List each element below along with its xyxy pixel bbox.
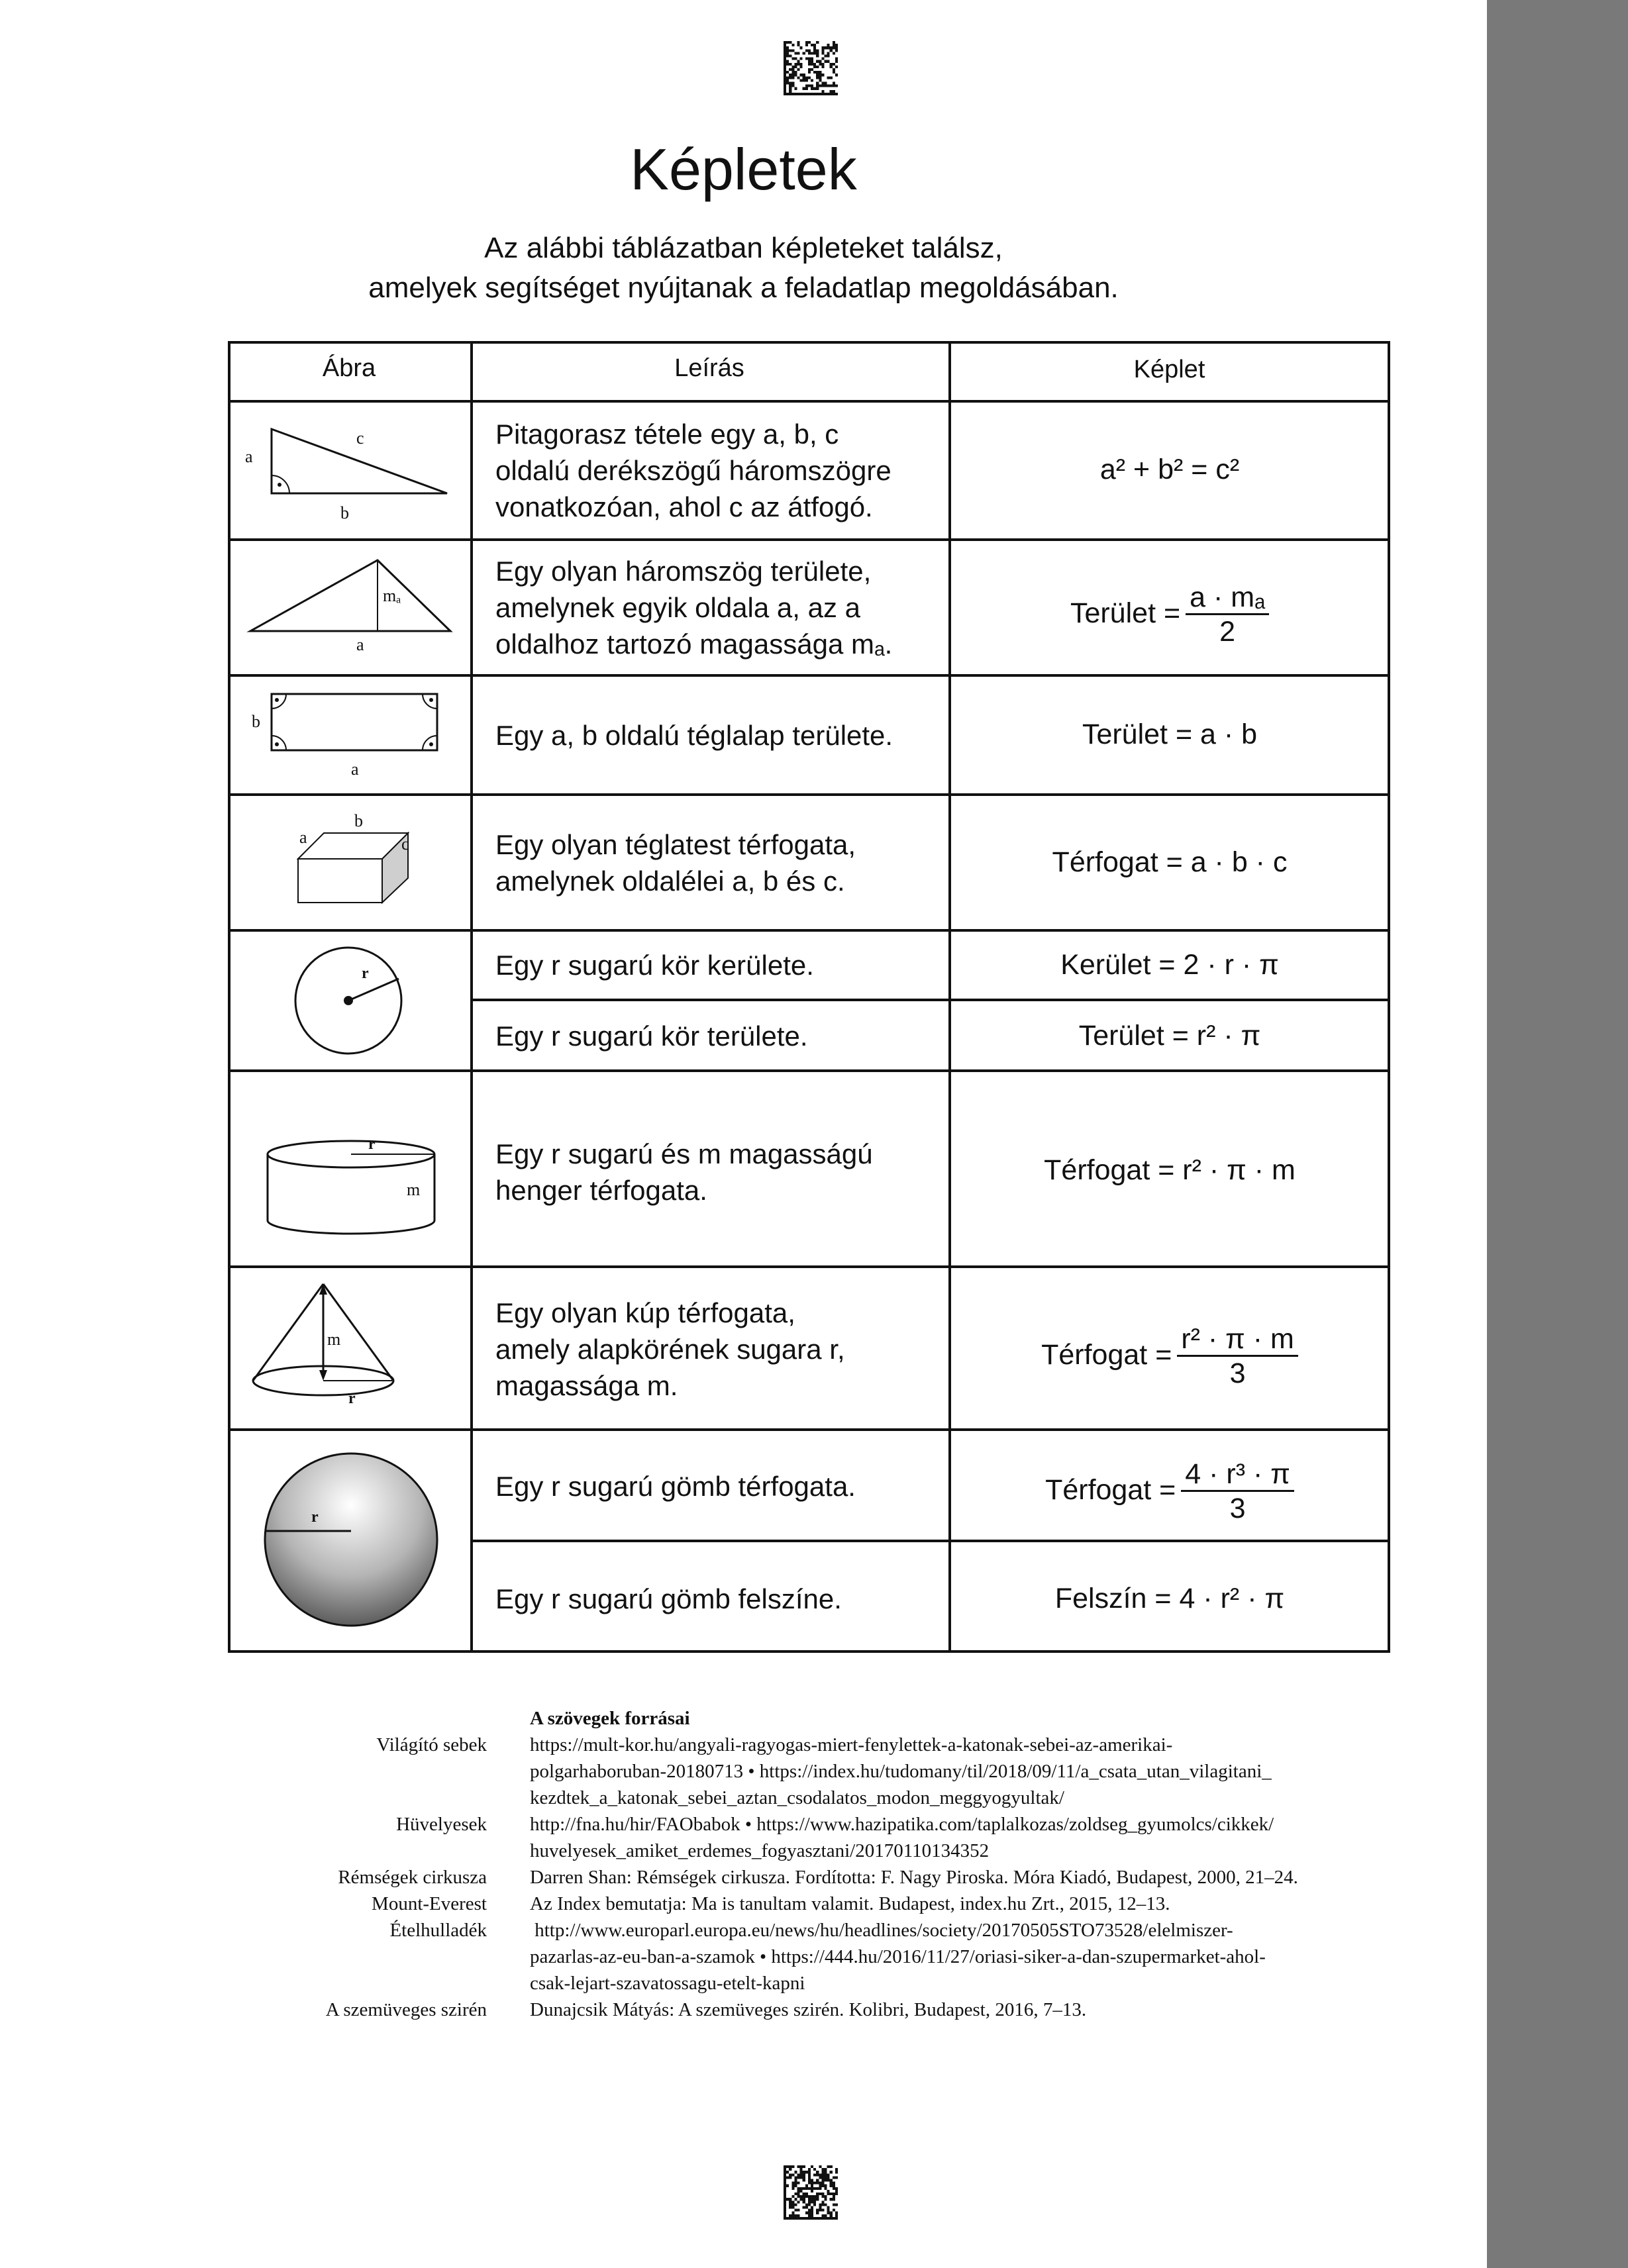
fraction-numerator: a · mₐ xyxy=(1186,583,1269,615)
description-pythagoras xyxy=(495,416,891,525)
source-line: polgarhaboruban-20180713 • https://index.hu/tudomany/til/2018/09/11/a_csata_utan_vilagitani_ xyxy=(530,1761,1272,1782)
source-text xyxy=(530,1864,1628,1891)
table-border-left xyxy=(228,341,230,1653)
source-line: Dunajcsik Mátyás: A szemüveges szirén. Kolibri, Budapest, 2016, 7–13. xyxy=(530,1999,1087,2020)
fraction-numerator: r² · π · m xyxy=(1177,1324,1298,1357)
source-text xyxy=(530,1732,1628,1811)
label-r: r xyxy=(368,1136,376,1153)
source-name: Rémségek cirkusza xyxy=(338,1867,487,1888)
cuboid-figure xyxy=(285,805,431,917)
subtitle-line: amelyek segítséget nyújtanak a feladatlap megoldásában. xyxy=(368,271,1119,304)
header-description: Leírás xyxy=(674,354,744,382)
fraction-denominator: 2 xyxy=(1219,616,1236,648)
label-a: a xyxy=(299,828,307,847)
source-text xyxy=(530,1917,1628,1997)
description-line: Egy r sugarú kör kerülete. xyxy=(495,950,814,981)
label-r: r xyxy=(348,1390,356,1407)
fraction-numerator: 4 · r³ · π xyxy=(1181,1459,1294,1492)
formula-prefix: Térfogat = xyxy=(1041,1338,1172,1371)
triangle-height-figure xyxy=(238,550,464,662)
formula-rectangle-area: Terület = a · b xyxy=(1082,718,1258,750)
label-ma: mₐ xyxy=(383,586,401,605)
table-row-divider xyxy=(228,538,1390,541)
source-name: A szemüveges szirén xyxy=(325,1999,487,2020)
table-row-divider xyxy=(228,929,1390,932)
description-line: Egy r sugarú kör területe. xyxy=(495,1020,808,1052)
label-b: b xyxy=(340,503,349,522)
source-line: Az Index bemutatja: Ma is tanultam valamit. Budapest, index.hu Zrt., 2015, 12–13. xyxy=(530,1893,1170,1914)
fraction xyxy=(1177,1324,1298,1389)
description-line: Egy r sugarú gömb térfogata. xyxy=(495,1471,856,1502)
description-cuboid-volume xyxy=(495,826,856,899)
description-line: amelynek oldalélei a, b és c. xyxy=(495,865,845,897)
table-row-divider xyxy=(228,793,1390,796)
formula-circle-area: Terület = r² · π xyxy=(1078,1020,1261,1052)
formula-pythagoras: a² + b² = c² xyxy=(1099,454,1240,485)
description-line: amely alapkörének sugara r, xyxy=(495,1334,845,1365)
description-line: amelynek egyik oldala a, az a xyxy=(495,592,860,623)
right-triangle-figure xyxy=(232,411,470,530)
description-line: Egy olyan téglatest térfogata, xyxy=(495,829,856,860)
description-line: henger térfogata. xyxy=(495,1175,707,1206)
description-line: Egy a, b oldalú téglalap területe. xyxy=(495,720,893,751)
source-line: Darren Shan: Rémségek cirkusza. Fordította: F. Nagy Piroska. Móra Kiadó, Budapest, 2000, 21–24. xyxy=(530,1867,1298,1888)
source-text xyxy=(530,1891,1628,1917)
formula-circle-perimeter: Kerület = 2 · r · π xyxy=(1060,949,1279,981)
source-name: Ételhulladék xyxy=(389,1920,487,1941)
source-line: http://www.europarl.europa.eu/news/hu/headlines/society/20170505STO73528/elelmiszer- xyxy=(530,1920,1233,1941)
source-name: Mount-Everest xyxy=(372,1893,487,1914)
description-line: vonatkozóan, ahol c az átfogó. xyxy=(495,491,873,522)
fraction-denominator: 3 xyxy=(1229,1493,1246,1524)
page-subtitle xyxy=(0,228,1487,308)
description-cone-volume xyxy=(495,1295,845,1404)
rectangle-figure xyxy=(238,682,464,781)
label-m: m xyxy=(327,1330,341,1349)
description-circle-perimeter xyxy=(495,947,814,983)
source-text xyxy=(530,1811,1628,1864)
fraction xyxy=(1186,583,1269,647)
label-a: a xyxy=(351,760,359,779)
table-row-divider xyxy=(470,999,1390,1001)
description-line: magassága m. xyxy=(495,1370,678,1401)
sphere-figure xyxy=(258,1450,450,1629)
qr-code-top xyxy=(784,41,838,95)
circle-figure xyxy=(285,940,417,1073)
formula-prefix: Terület = xyxy=(1070,597,1181,629)
formula-cone-volume xyxy=(951,1324,1388,1389)
description-line: Egy r sugarú és m magasságú xyxy=(495,1138,873,1169)
description-line: Egy r sugarú gömb felszíne. xyxy=(495,1583,842,1614)
description-line: oldalú derékszögű háromszögre xyxy=(495,455,891,486)
table-border-bottom xyxy=(228,1650,1390,1653)
description-line: Egy olyan háromszög területe, xyxy=(495,556,872,587)
sources-heading: A szövegek forrásai xyxy=(530,1708,690,1729)
label-a: a xyxy=(245,447,253,466)
table-row-divider xyxy=(228,674,1390,677)
description-rectangle-area xyxy=(495,717,893,754)
formula-prefix: Térfogat = xyxy=(1045,1473,1176,1506)
cylinder-figure xyxy=(258,1129,444,1242)
table-row-divider xyxy=(470,1540,1390,1542)
source-line: huvelyesek_amiket_erdemes_fogyasztani/20170110134352 xyxy=(530,1840,990,1861)
label-b: b xyxy=(354,811,363,830)
label-a: a xyxy=(356,635,364,654)
source-line: pazarlas-az-eu-ban-a-szamok • https://444.hu/2016/11/27/oriasi-siker-a-dan-szupermarket-ahol- xyxy=(530,1946,1266,1967)
subtitle-line: Az alábbi táblázatban képleteket találsz, xyxy=(484,232,1003,264)
description-cylinder-volume xyxy=(495,1136,873,1208)
description-sphere-surface xyxy=(495,1581,842,1617)
source-line: kezdtek_a_katonak_sebei_aztan_csodalatos_modon_meggyogyultak/ xyxy=(530,1787,1064,1808)
page-title: Képletek xyxy=(630,136,857,202)
label-r: r xyxy=(311,1508,319,1526)
description-line: Egy olyan kúp térfogata, xyxy=(495,1297,795,1328)
description-circle-area xyxy=(495,1018,808,1054)
formula-sphere-volume xyxy=(951,1459,1388,1524)
source-text xyxy=(530,1997,1628,2023)
table-column-divider xyxy=(948,341,951,1653)
description-sphere-volume xyxy=(495,1468,856,1504)
qr-code-bottom xyxy=(784,2165,838,2220)
description-line: oldalhoz tartozó magassága mₐ. xyxy=(495,628,893,660)
formula-sphere-surface: Felszín = 4 · r² · π xyxy=(1054,1583,1285,1614)
table-row-divider xyxy=(228,1428,1390,1431)
cone-figure xyxy=(245,1275,444,1410)
header-formula: Képlet xyxy=(1133,356,1205,383)
fraction xyxy=(1181,1459,1294,1524)
label-m: m xyxy=(407,1180,421,1199)
fraction-denominator: 3 xyxy=(1229,1357,1246,1389)
source-line: https://mult-kor.hu/angyali-ragyogas-miert-fenylettek-a-katonak-sebei-az-amerikai- xyxy=(530,1734,1173,1755)
formula-cylinder-volume: Térfogat = r² · π · m xyxy=(1044,1154,1296,1186)
header-figure: Ábra xyxy=(322,354,376,382)
table-border-top xyxy=(228,341,1390,344)
label-c: c xyxy=(401,834,409,854)
label-b: b xyxy=(252,712,260,731)
table-row-divider xyxy=(228,1265,1390,1268)
table-border-right xyxy=(1388,341,1390,1653)
table-row-divider xyxy=(228,400,1390,403)
label-c: c xyxy=(356,428,364,448)
source-line: http://fna.hu/hir/FAObabok • https://www.hazipatika.com/taplalkozas/zoldseg_gyumolcs/cikkek/ xyxy=(530,1814,1274,1835)
description-triangle-area xyxy=(495,553,892,662)
description-line: Pitagorasz tétele egy a, b, c xyxy=(495,419,839,450)
source-name: Hüvelyesek xyxy=(396,1814,487,1835)
source-line: csak-lejart-szavatossagu-etelt-kapni xyxy=(530,1973,805,1994)
source-name: Világító sebek xyxy=(376,1734,487,1755)
formula-cuboid-volume: Térfogat = a · b · c xyxy=(1052,846,1288,878)
table-column-divider xyxy=(470,341,473,1653)
formula-triangle-area xyxy=(951,583,1388,647)
label-r: r xyxy=(362,965,369,982)
